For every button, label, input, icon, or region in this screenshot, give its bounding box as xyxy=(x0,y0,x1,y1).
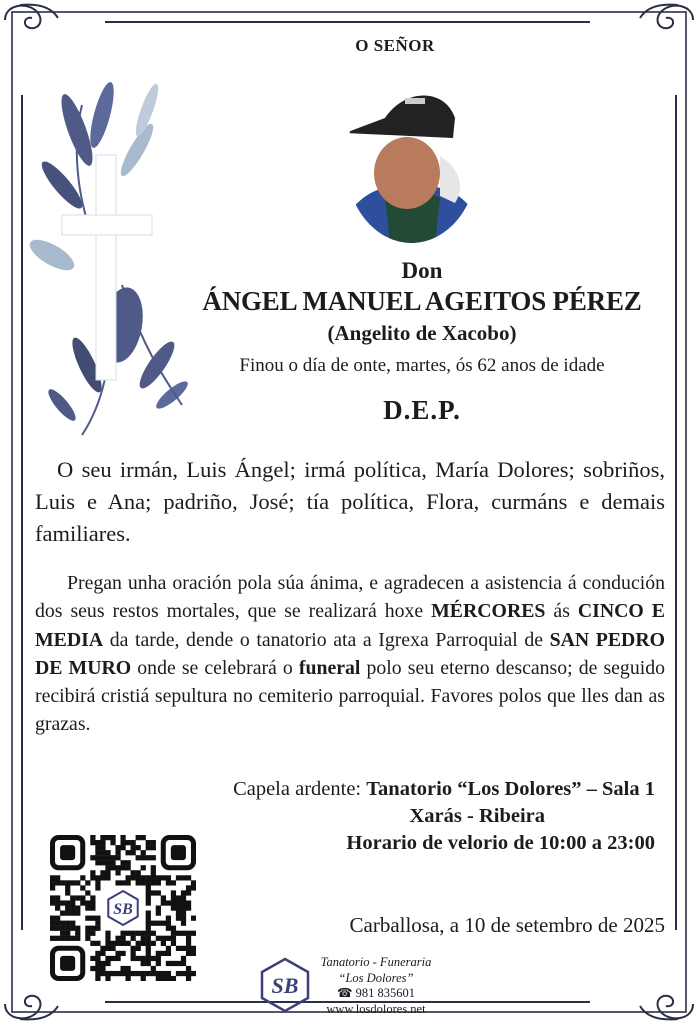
footer-company-name: “Los Dolores” xyxy=(338,970,414,985)
place-date-line: Carballosa, a 10 de setembro de 2025 xyxy=(349,913,665,937)
cross-with-leaves-illustration xyxy=(22,35,197,445)
prayer-text-5: polo seu eterno descanso; de seguido recibirá cristiá sepultura no cemiterio parroquial. Favores polos que lles dan as grazas. xyxy=(35,656,665,736)
corner-ornament-top-left xyxy=(5,5,58,29)
portrait-photo xyxy=(345,78,478,244)
footer-website[interactable]: www.losdolores.net xyxy=(326,1001,426,1016)
prayer-text-2: ás xyxy=(545,600,578,623)
title-don: Don xyxy=(401,258,443,283)
family-paragraph: O seu irmán, Luis Ángel; irmá política, María Dolores; sobriños, Luis e Ana; padriño, José; tía política, Flora, curmáns e demais familiares. xyxy=(35,457,665,546)
chapel-venue: Tanatorio “Los Dolores” – Sala 1 xyxy=(366,778,655,800)
svg-text:SB: SB xyxy=(113,901,133,918)
funeral-home-logo xyxy=(258,957,312,1013)
footer-contact xyxy=(312,955,440,1017)
footer-company-type: Tanatorio - Funeraria xyxy=(320,955,432,969)
dep-heading: D.E.P. xyxy=(383,395,461,425)
corner-ornament-bottom-left xyxy=(5,996,58,1020)
svg-text:SB: SB xyxy=(271,973,299,998)
prayer-funeral: funeral xyxy=(298,656,361,679)
corner-ornament-top-right xyxy=(640,5,693,29)
prayer-text-4: onde se celebrará o xyxy=(131,656,299,679)
prayer-day: MÉRCORES xyxy=(431,600,546,623)
prayer-paragraph xyxy=(35,569,665,739)
prayer-place: SAN PEDRO DE MURO xyxy=(35,628,665,679)
qr-code[interactable] xyxy=(50,835,196,981)
prayer-text-3: da tarde, dende o tanatorio ata a Igrexa Parroquial de xyxy=(103,628,550,651)
death-notice-line: Finou o día de onte, martes, ós 62 anos de idade xyxy=(239,355,605,376)
corner-ornament-bottom-right xyxy=(640,996,693,1020)
prayer-text-1: Pregan unha oración pola súa ánima, e agradecen a asistencia á condución dos seus restos mortales, que se realizará hoxe xyxy=(35,572,665,623)
deceased-name: ÁNGEL MANUEL AGEITOS PÉREZ xyxy=(202,286,642,316)
chapel-label: Capela ardente: xyxy=(233,778,367,800)
prayer-time: CINCO E MEDIA xyxy=(35,600,665,651)
footer-phone-row xyxy=(312,986,440,1002)
header-title: O SEÑOR xyxy=(355,36,435,55)
footer-phone: 981 835601 xyxy=(355,986,416,1000)
phone-icon: ☎ xyxy=(336,986,353,1000)
chapel-location: Xarás - Ribeira xyxy=(409,805,545,827)
deceased-nickname: (Angelito de Xacobo) xyxy=(327,321,517,345)
wake-hours: Horario de velorio de 10:00 a 23:00 xyxy=(346,832,655,854)
